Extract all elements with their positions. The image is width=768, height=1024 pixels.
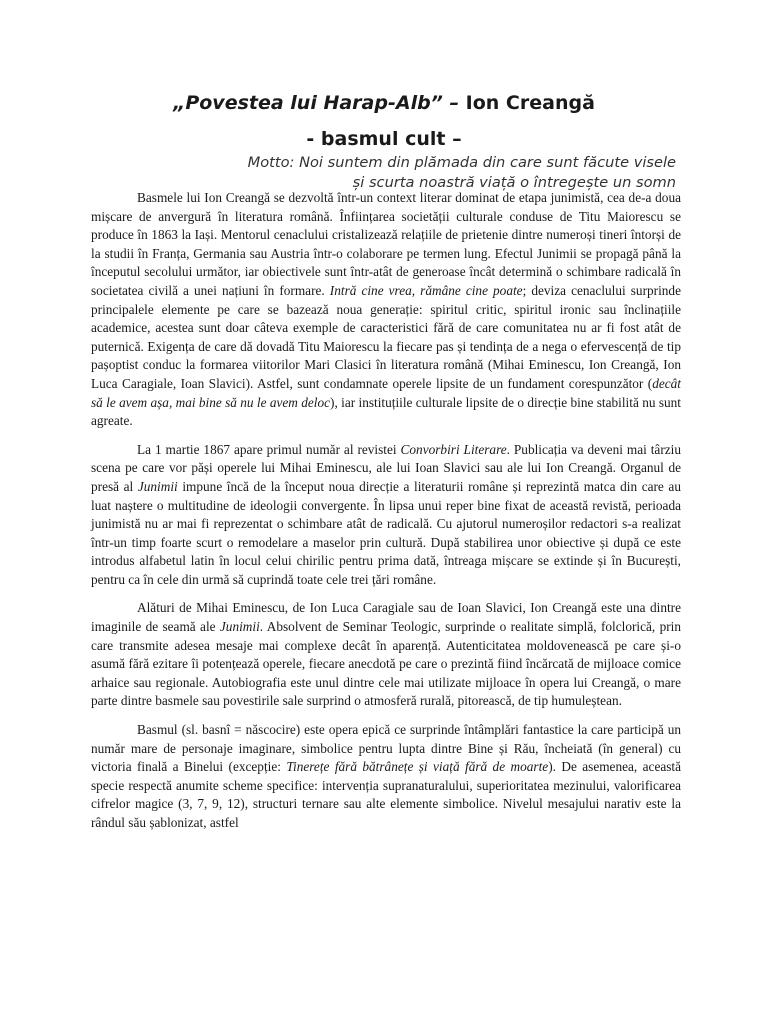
document-subtitle: - basmul cult – [306, 128, 462, 150]
motto [248, 153, 676, 193]
document-body [91, 189, 681, 843]
title-work: „Povestea lui Harap-Alb” – [173, 92, 460, 114]
title-author: Ion Creangă [465, 92, 595, 114]
motto-line-2: și scurta noastră viață o întregește un somn [352, 174, 676, 191]
paragraph-2: La 1 martie 1867 apare primul număr al revistei Convorbiri Literare. Publicația va deveni mai târziu scena pe care vor păși operele lui Mihai Eminescu, ale lui Ioan Slavici sau ale lui Ion Creangă. Organul de presă al Junimii impune încă de la început noua direcție a literaturii române și reprezintă matca din care au luat naștere o multitudine de ideologii convergente. În lipsa unui reper bine fixat de această revistă, perioada junimistă nu ar mai fi reprezentat o schimbare atât de radicală. Cu ajutorul numeroșilor redactori s-a realizat într-un timp foarte scurt o remodelare a maselor prin cultură. După stabilirea unor obiective și după ce este introdus alfabetul latin în locul celui chirilic pentru prima dată, întreaga mișcare se extinde și în București, pentru ca în cele din urmă să cuprindă toate cele trei țări române. [91, 441, 681, 587]
motto-line-1: Motto: Noi suntem din plămada din care sunt făcute visele [247, 154, 676, 171]
paragraph-4: Basmul (sl. basnî = născocire) este opera epică ce surprinde întâmplări fantastice la care participă un număr mare de personaje imaginare, simbolice pentru lupta dintre Bine și Rău, încheiată (în general) cu victoria finală a Binelui (excepție: Tinerețe fără bătrânețe și viață fără de moarte). De asemenea, această specie respectă anumite scheme specifice: intervenția supranaturalului, superioritatea mezinului, valorificarea cifrelor magice (3, 7, 9, 12), structuri ternare sau alte elemente simbolice. Nivelul mesajului narativ este la rândul său șablonizat, astfel [91, 722, 682, 830]
paragraph-1: Basmele lui Ion Creangă se dezvoltă într-un context literar dominat de etapa junimistă, cea de-a doua mișcare de anvergură în literatura română. Înființarea societății culturale conduse de Titu Maiorescu se produce în 1863 la Iași. Mentorul cenaclului cristalizează relațiile de prietenie dintre numeroși tineri întorși de la studii în Franța, Germania sau Austria într-o colaborare pe termen lung. Efectul Junimii se propagă până la începutul secolului următor, iar obiectivele sunt într-atât de generoase încât determină o schimbare radicală în societatea civilă a unei națiuni în formare. Intră cine vrea, rămâne cine poate; deviza cenaclului surprinde principalele elemente pe care se bazează noua generație: spiritul critic, spiritul ironic sau înclinațiile academice, acestea sunt doar câteva exemple de caracteristici fără de care comunitatea nu ar fi fost atât de puternică. Exigența de care dă dovadă Titu Maiorescu la fiecare pas și tendința de a nega o efervescență de tip pașoptist conduc la formarea viitorilor Mari Clasici în literatura română (Mihai Eminescu, Ion Creangă, Ion Luca Caragiale, Ioan Slavici). Astfel, sunt condamnate operele lipsite de un fundament corespunzător (decât să le avem așa, mai bine să nu le avem deloc), iar instituțiile culturale lipsite de o direcție bine stabilită nu sunt agreate. [91, 190, 681, 429]
document-title [0, 92, 768, 114]
paragraph-3: Alături de Mihai Eminescu, de Ion Luca Caragiale sau de Ioan Slavici, Ion Creangă este una dintre imaginile de seamă ale Junimii. Absolvent de Seminar Teologic, surprinde o realitate simplă, folclorică, prin care transmite adesea mesaje mai complexe decât în aparență. Autenticitatea moldovenească pe care și-o asumă fără ezitare îi potențează operele, fiecare anecdotă pe care o prezintă fiind încărcată de mijloace comice arhaice sau regionale. Autobiografia este unul dintre cele mai utilizate mijloace în opera lui Creangă, o mare parte dintre basmele sau povestirile sale surprind o atmosferă rurală, pitorească, de tip humuleștean. [91, 600, 681, 709]
